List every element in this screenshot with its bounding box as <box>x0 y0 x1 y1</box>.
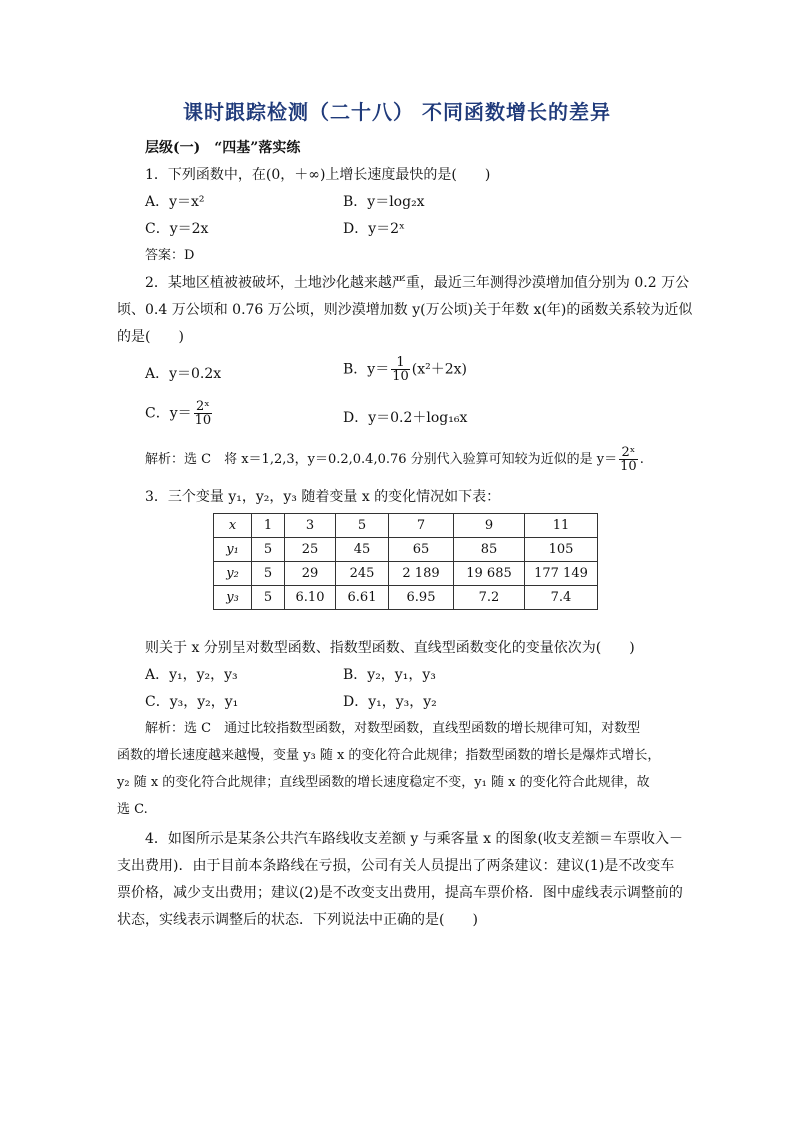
table-cell: 7 <box>389 514 454 538</box>
q3-option-a: A．y₁，y₂，y₃ <box>145 667 238 683</box>
table-cell: 6.61 <box>336 586 389 610</box>
q2-option-c-numerator: 2ˣ <box>194 400 213 414</box>
q2-option-b <box>343 356 467 383</box>
q2-option-d: D．y＝0.2＋log₁₆x <box>343 410 468 426</box>
q2-solution-text: 解析：选 C 将 x＝1,2,3，y＝0.2,0.4,0.76 分别代入验算可知较为近似的是 y＝ <box>145 452 618 467</box>
q2-solution-denominator: 10 <box>620 459 637 474</box>
q2-stem-line3: 的是( ) <box>117 329 184 345</box>
q4-stem-line1: 4．如图所示是某条公共汽车路线收支差额 y 与乘客量 x 的图象(收支差额＝车票收入－ <box>145 831 683 847</box>
table-cell: 5 <box>252 538 285 562</box>
q2-option-b-fraction <box>391 356 410 383</box>
q3-question: 则关于 x 分别呈对数型函数、指数型函数、直线型函数变化的变量依次为( ) <box>145 640 635 656</box>
table-cell: 3 <box>285 514 336 538</box>
q2-solution-end: . <box>639 452 644 467</box>
q3-solution-line4: 选 C. <box>117 802 148 817</box>
table-cell: 5 <box>252 562 285 586</box>
q1-answer: 答案：D <box>145 248 195 263</box>
table-cell: 19 685 <box>454 562 525 586</box>
q2-option-b-numerator: 1 <box>391 356 410 370</box>
table-cell: 45 <box>336 538 389 562</box>
table-cell: 6.10 <box>285 586 336 610</box>
table-cell: 105 <box>525 538 598 562</box>
q3-option-b: B．y₂，y₁，y₃ <box>343 667 436 683</box>
q2-option-b-denominator: 10 <box>392 369 409 384</box>
q2-stem-line1: 2．某地区植被被破坏，土地沙化越来越严重，最近三年测得沙漠增加值分别为 0.2 万公 <box>145 275 690 291</box>
q2-option-c-fraction <box>194 400 213 427</box>
page-title: 课时跟踪检测（二十八） 不同函数增长的差异 <box>183 100 611 124</box>
table-cell: 6.95 <box>389 586 454 610</box>
table-cell: y₁ <box>214 538 252 562</box>
table-cell: 11 <box>525 514 598 538</box>
q2-option-c-denominator: 10 <box>194 413 212 428</box>
level-heading: 层级(一) “四基”落实练 <box>145 140 301 156</box>
table-cell: 9 <box>454 514 525 538</box>
table-cell: y₃ <box>214 586 252 610</box>
q1-option-d: D．y＝2ˣ <box>343 221 405 237</box>
q2-option-a: A．y＝0.2x <box>145 366 222 382</box>
q3-option-c: C．y₃，y₂，y₁ <box>145 694 239 710</box>
table-row <box>214 562 598 586</box>
q4-stem-line2: 支出费用)．由于目前本条路线在亏损，公司有关人员提出了两条建议：建议(1)是不改变车 <box>117 858 675 874</box>
table-cell: 65 <box>389 538 454 562</box>
table-row <box>214 586 598 610</box>
q1-option-c: C．y＝2x <box>145 221 209 237</box>
q3-stem: 3．三个变量 y₁，y₂，y₃ 随着变量 x 的变化情况如下表： <box>145 489 501 505</box>
table-cell: 25 <box>285 538 336 562</box>
q1-option-a: A．y＝x² <box>145 194 205 210</box>
table-cell: 245 <box>336 562 389 586</box>
q2-stem-line2: 顷、0.4 万公顷和 0.76 万公顷，则沙漠增加数 y(万公顷)关于年数 x(年)的函数关系较为近似 <box>117 302 693 318</box>
table-cell: 85 <box>454 538 525 562</box>
table-row <box>214 514 598 538</box>
q2-solution-fraction <box>619 446 638 473</box>
q2-option-b-prefix: B．y＝ <box>343 361 390 378</box>
q3-option-d: D．y₁，y₃，y₂ <box>343 694 437 710</box>
table-cell: 7.2 <box>454 586 525 610</box>
table-row <box>214 538 598 562</box>
q4-stem-line3: 票价格，减少支出费用；建议(2)是不改变支出费用，提高车票价格．图中虚线表示调整前的 <box>117 885 683 901</box>
q1-stem: 1．下列函数中，在(0，＋∞)上增长速度最快的是( ) <box>145 167 491 183</box>
table-cell: 29 <box>285 562 336 586</box>
q3-solution-line2: 函数的增长速度越来越慢，变量 y₃ 随 x 的变化符合此规律；指数型函数的增长是爆炸式增长， <box>117 748 661 763</box>
q3-data-table <box>213 513 598 610</box>
q4-stem-line4: 状态，实线表示调整后的状态．下列说法中正确的是( ) <box>117 912 478 928</box>
table-cell: x <box>214 514 252 538</box>
q2-option-c-prefix: C．y＝ <box>145 405 192 422</box>
table-cell: 177 149 <box>525 562 598 586</box>
q2-solution <box>145 446 644 473</box>
table-cell: 2 189 <box>389 562 454 586</box>
table-cell: y₂ <box>214 562 252 586</box>
table-cell: 5 <box>252 586 285 610</box>
q3-solution-line3: y₂ 随 x 的变化符合此规律；直线型函数的增长速度稳定不变，y₁ 随 x 的变化符合此规律，故 <box>117 775 650 790</box>
q2-option-b-suffix: (x²＋2x) <box>411 361 467 378</box>
q3-solution-line1: 解析：选 C 通过比较指数型函数，对数型函数，直线型函数的增长规律可知，对数型 <box>145 721 641 736</box>
table-cell: 1 <box>252 514 285 538</box>
q2-option-c <box>145 400 214 427</box>
table-cell: 7.4 <box>525 586 598 610</box>
q2-solution-numerator: 2ˣ <box>619 446 638 460</box>
q1-option-b: B．y＝log₂x <box>343 194 425 210</box>
table-cell: 5 <box>336 514 389 538</box>
